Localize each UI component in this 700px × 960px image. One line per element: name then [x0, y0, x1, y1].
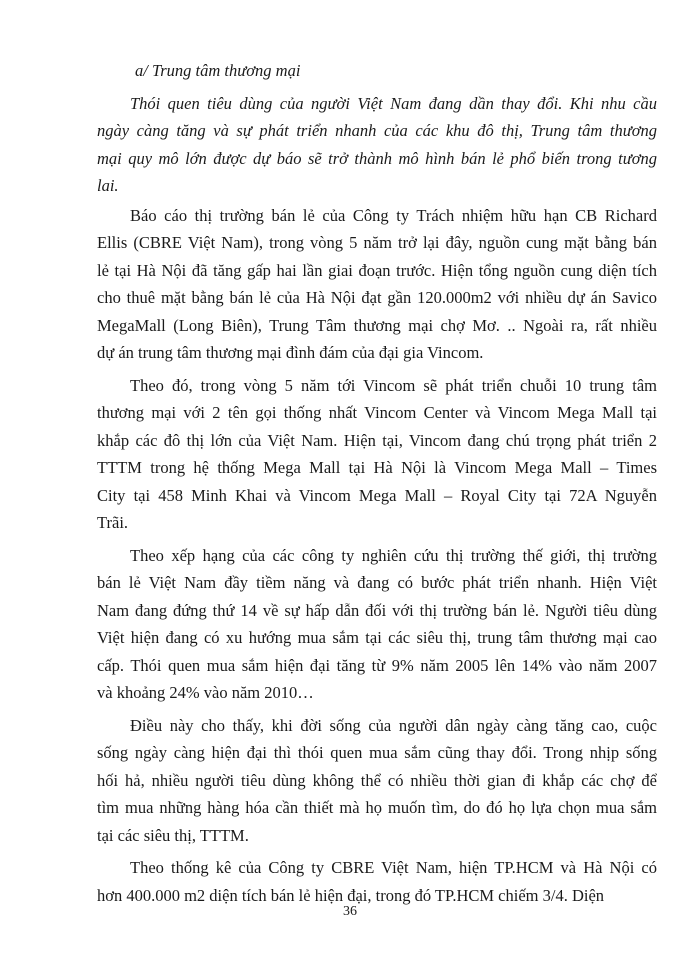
paragraph-line: hối hả, nhiều người tiêu dùng không thể có nhiều thời gian đi khắp các chợ để — [97, 770, 657, 790]
paragraph-line: lẻ tại Hà Nội đã tăng gấp hai lần giai đoạn trước. Hiện tổng nguồn cung diện tích — [97, 260, 657, 280]
paragraph-line: Việt hiện đang có xu hướng mua sắm tại các siêu thị, trung tâm thương mại cao — [97, 628, 657, 647]
body-paragraph — [97, 712, 657, 850]
paragraph-line: Nam đang đứng thứ 14 về sự hấp dẫn đối với thị trường bán lẻ. Người tiêu dùng — [97, 600, 657, 620]
paragraph-line: Ellis (CBRE Việt Nam), trong vòng 5 năm trở lại đây, nguồn cung mặt bằng bán — [97, 233, 657, 252]
paragraph-line: dự án trung tâm thương mại đình đám của đại gia Vincom. — [97, 343, 484, 362]
paragraph-line: ngày càng tăng và sự phát triển nhanh của các khu đô thị, Trung tâm thương — [97, 121, 657, 140]
paragraph-line: City tại 458 Minh Khai và Vincom Mega Mall – Royal City tại 72A Nguyễn — [97, 485, 657, 505]
page-number: 36 — [343, 904, 357, 919]
body-paragraph — [97, 542, 657, 707]
paragraph-line: cấp. Thói quen mua sắm hiện đại tăng từ 9% năm 2005 lên 14% vào năm 2007 — [97, 655, 657, 675]
paragraph-line: Trãi. — [97, 513, 129, 532]
paragraphs — [97, 90, 657, 910]
paragraph-line: cho thuê mặt bằng bán lẻ của Hà Nội đạt gần 120.000m2 với nhiều dự án Savico — [97, 288, 657, 307]
intro-paragraph — [97, 90, 657, 200]
body-paragraph — [97, 854, 657, 909]
paragraph-line: Điều này cho thấy, khi đời sống của người dân ngày càng tăng cao, cuộc — [130, 715, 657, 735]
body-text — [97, 57, 657, 914]
paragraph-line: thương mại với 2 tên gọi thống nhất Vincom Center và Vincom Mega Mall tại — [97, 403, 657, 422]
paragraph-line: TTTM trong hệ thống Mega Mall tại Hà Nội là Vincom Mega Mall – Times — [97, 458, 657, 477]
paragraph-line: mại quy mô lớn được dự báo sẽ trở thành mô hình bán lẻ phổ biến trong tương — [97, 148, 657, 168]
paragraph-line: tại các siêu thị, TTTM. — [97, 825, 249, 845]
paragraph-line: tìm mua những hàng hóa cần thiết mà họ muốn tìm, do đó họ lựa chọn mua sắm — [97, 798, 657, 817]
paragraph-line: MegaMall (Long Biên), Trung Tâm thương mại chợ Mơ. .. Ngoài ra, rất nhiều — [97, 315, 657, 335]
paragraph-line: hơn 400.000 m2 diện tích bán lẻ hiện đại, trong đó TP.HCM chiếm 3/4. Diện — [97, 885, 605, 905]
body-paragraph — [97, 202, 657, 367]
paragraph-line: khắp các đô thị lớn của Việt Nam. Hiện tại, Vincom đang chú trọng phát triển 2 — [97, 430, 657, 450]
section-heading: a/ Trung tâm thương mại — [135, 61, 301, 80]
paragraph-line: và khoảng 24% vào năm 2010… — [97, 683, 314, 702]
paragraph-line: Theo đó, trong vòng 5 năm tới Vincom sẽ phát triển chuỗi 10 trung tâm — [130, 375, 657, 395]
paragraph-line: Thói quen tiêu dùng của người Việt Nam đang dần thay đổi. Khi nhu cầu — [130, 93, 657, 113]
paragraph-line: Theo thống kê của Công ty CBRE Việt Nam, hiện TP.HCM và Hà Nội có — [130, 858, 657, 877]
body-paragraph — [97, 372, 657, 537]
paragraph-line: bán lẻ Việt Nam đầy tiềm năng và đang có bước phát triển nhanh. Hiện Việt — [97, 573, 657, 592]
paragraph-line: Theo xếp hạng của các công ty nghiên cứu thị trường thế giới, thị trường — [130, 545, 657, 565]
paragraph-line: sống ngày càng hiện đại thì thói quen mua sắm cũng thay đổi. Trong nhịp sống — [97, 743, 657, 762]
paragraph-line: Báo cáo thị trường bán lẻ của Công ty Trách nhiệm hữu hạn CB Richard — [130, 205, 657, 225]
paragraph-line: lai. — [97, 176, 119, 195]
